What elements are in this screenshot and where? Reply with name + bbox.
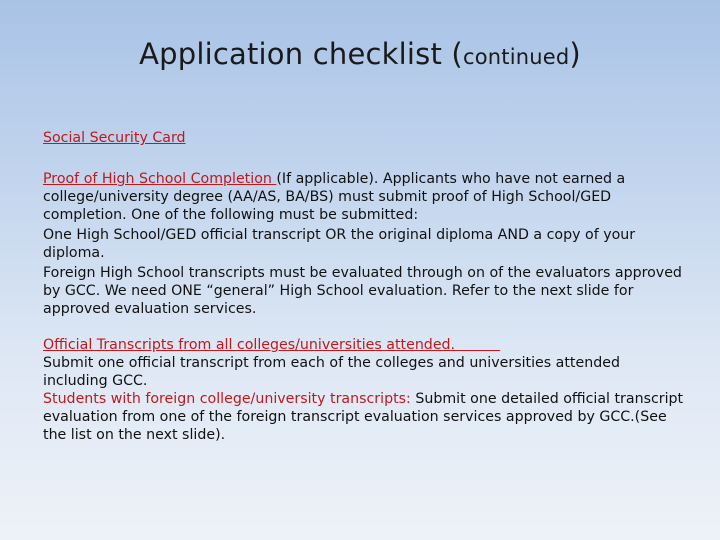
hs-text: (If applicable). Applicants who have not earned a college/university degree (AA/AS, BA/BS) must submit proof of High School/GED completion. One of the following must be submitted:: [43, 171, 626, 223]
slide-body: [43, 128, 688, 444]
ssc-item: [43, 128, 688, 148]
hs-label: Proof of High School Completion: [43, 171, 277, 187]
ot-label: Official Transcripts from all colleges/universities attended.: [43, 337, 456, 353]
hs-line2: One High School/GED official transcript OR the original diploma AND a copy of your diploma.: [43, 227, 636, 261]
ot-foreign: [43, 390, 688, 444]
title-main: Application checklist (: [139, 37, 463, 71]
ot-foreign-label: Students with foreign college/university transcripts:: [43, 391, 411, 407]
ssc-label: Social Security Card: [43, 130, 186, 146]
hs-paragraph: [43, 170, 688, 224]
slide-title: [0, 34, 720, 77]
ot-paragraph: [43, 336, 688, 354]
title-sub: continued: [462, 45, 570, 69]
hs-line3: Foreign High School transcripts must be evaluated through on of the evaluators approved by GCC. We need ONE “general” High School evaluation. Refer to the next slide for approved evaluation services.: [43, 265, 682, 317]
ot-foreign-text: Submit one detailed official transcript evaluation from one of the foreign transcript evaluation services approved by GCC.(See the list on the next slide).: [43, 391, 684, 443]
title-close: ): [569, 37, 581, 71]
ot-line1: Submit one official transcript from each of the colleges and universities attended including GCC.: [43, 355, 620, 389]
ot-label-pad: [455, 337, 500, 353]
